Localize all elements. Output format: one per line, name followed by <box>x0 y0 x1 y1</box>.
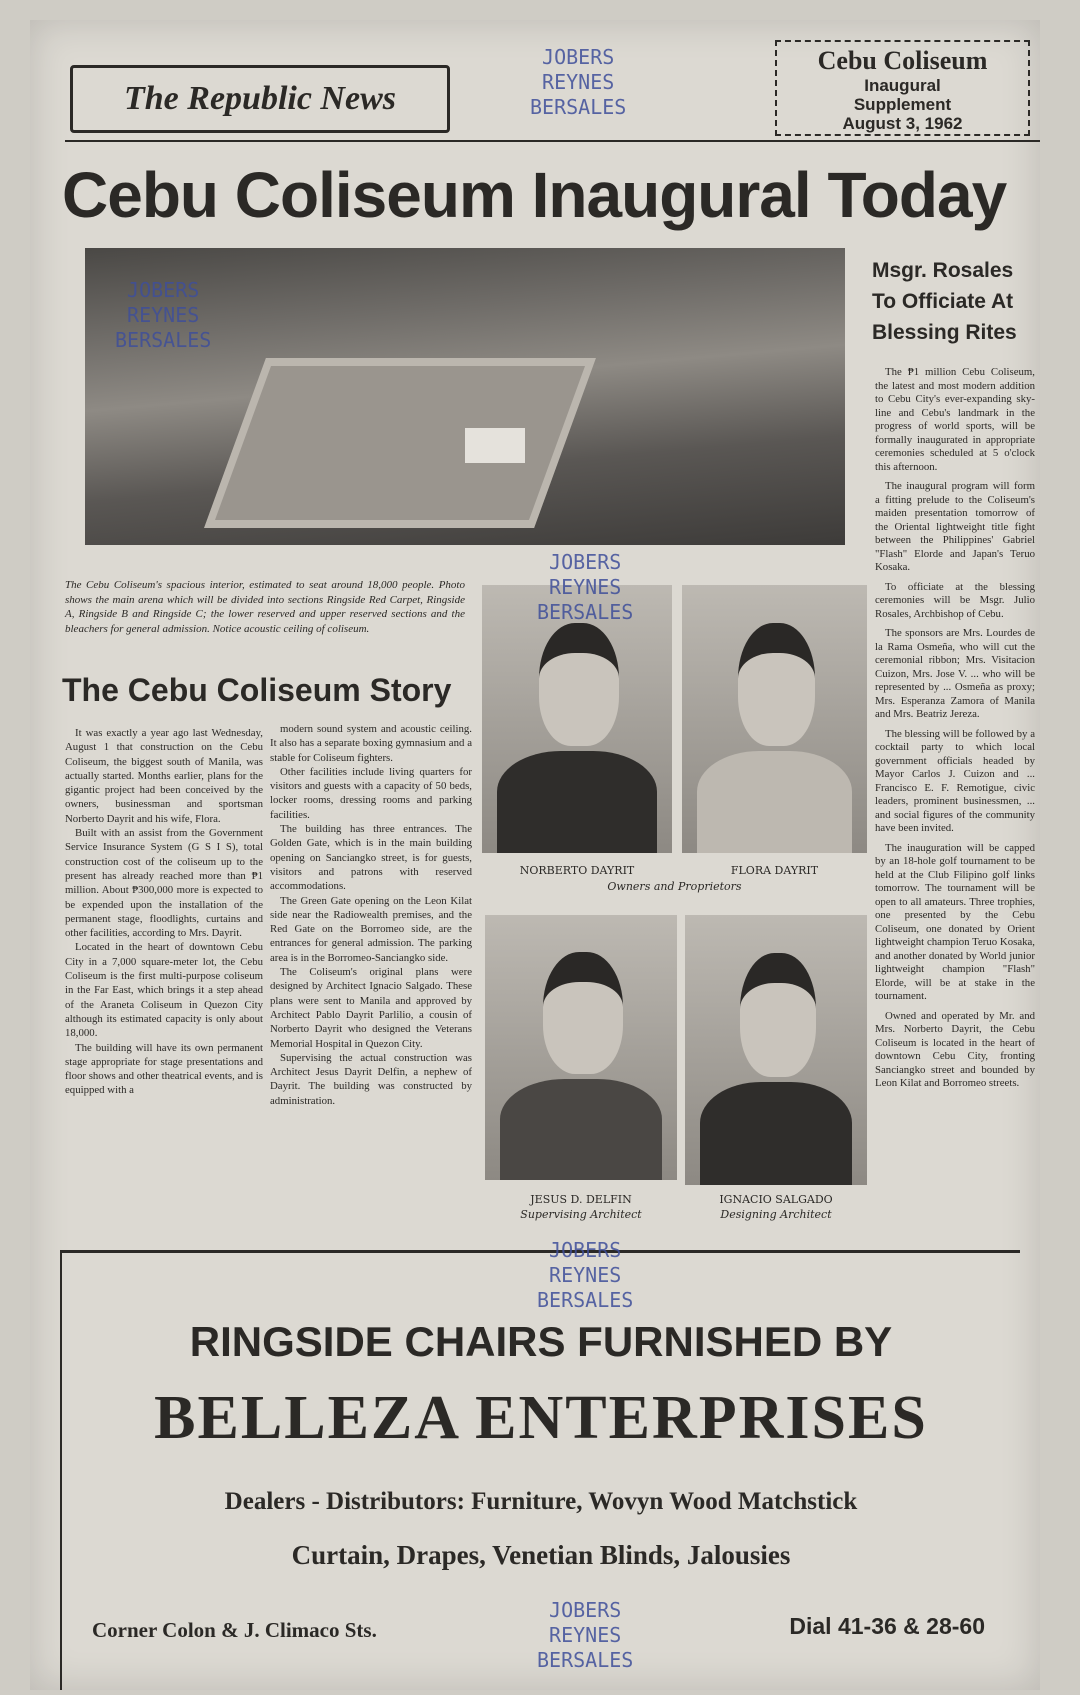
headline-line: Msgr. Rosales <box>872 259 1014 282</box>
ad-products-2: Curtain, Drapes, Venetian Blinds, Jalousies <box>291 1540 791 1570</box>
paragraph: The inaugural program will form a fitting prelude to the Coliseum's maiden presentation tomorrow of the Oriental lightweight title fight between the Philippines' Gabriel "Flash" Elorde and Japan's Teruo Kosaka. <box>875 480 1035 573</box>
portrait-name: IGNACIO SALGADO <box>719 1193 833 1206</box>
supplement-date: August 3, 1962 <box>842 114 963 133</box>
portrait-flora-dayrit <box>682 585 867 853</box>
portrait-caption <box>682 863 867 878</box>
watermark-line: JOBERS <box>549 1238 622 1262</box>
watermark-line: BERSALES <box>537 1288 634 1312</box>
paragraph: The inauguration will be capped by an 18-hole golf tournament to be held at the Club Filipino golf links tomorrow. The tournament will be open to all amateurs. Three trophies, one presented by the Cebu Coliseum, one donated by Orient lightweight champion Teruo Kosaka, and another donated by World junior lightweight champion "Flash" Elorde, will be at stake in the tournament. <box>875 841 1035 1002</box>
watermark-line: REYNES <box>542 70 615 94</box>
watermark <box>537 1238 633 1313</box>
story-column-2 <box>270 722 472 1108</box>
portrait-jesus-delfin <box>485 915 677 1180</box>
paragraph: Built with an assist from the Government Service Insurance System (G S I S), total construction cost of the coliseum up to the present has already reached more than ₱1 million. About ₱300,000 more is expected to be expended upon the installation of the permanent stage, floodlights, curtains and other facilities, according to Mrs. Dayrit. <box>65 827 263 940</box>
watermark-line: BERSALES <box>537 1648 634 1672</box>
watermark <box>530 45 626 120</box>
paragraph: modern sound system and acoustic ceiling. It also has a separate boxing gymnasium and a stable for Coliseum fighters. <box>270 723 472 764</box>
watermark-line: REYNES <box>549 575 622 599</box>
paragraph: The building will have its own permanent stage appropriate for stage presentations and floor shows and other theatrical events, and is equipped with a <box>65 1041 263 1097</box>
story-title: The Cebu Coliseum Story <box>62 672 452 708</box>
ad-heading: RINGSIDE CHAIRS FURNISHED BY <box>189 1318 893 1365</box>
portrait-role: Supervising Architect <box>520 1208 642 1221</box>
portrait-ignacio-salgado <box>685 915 867 1185</box>
paragraph: The building has three entrances. The Golden Gate, which is in the main building opening on Sanciangko street, is for guests, visitors and patrons with reserved accommodations. <box>270 823 472 893</box>
watermark-line: REYNES <box>549 1623 622 1647</box>
watermark-line: REYNES <box>549 1263 622 1287</box>
arena-floor <box>204 358 596 528</box>
paragraph: The blessing will be followed by a cocktail party to which local government officials headed by Mayor Carlos J. Cuizon and ... Francisco E. F. Remotigue, civic leaders, prominent businessmen, ... and social figures of the community have been invited. <box>875 727 1035 834</box>
story-column-1 <box>65 726 263 1098</box>
watermark-line: BERSALES <box>115 328 212 352</box>
paragraph: The ₱1 million Cebu Coliseum, the latest and most modern addition to Cebu City's ever-expanding sky-line and Cebu's landmark in the progress of world sports, will be formally inaugurated in appropriate ceremonies scheduled at 5 o'clock this afternoon. <box>875 366 1035 473</box>
watermark <box>537 1598 633 1673</box>
paragraph: The sponsors are Mrs. Lourdes de la Rama Osmeña, who will cut the ceremonial ribbon; Mrs. Visitacion Cuizon, Mrs. Jose V. ... who will be represented by ... Osmeña as proxy; Mrs. Esperanza Zamora of Manila and Mrs. Beatriz Jereza. <box>875 627 1035 720</box>
portrait-caption <box>685 1192 867 1222</box>
side-headline <box>872 255 1042 348</box>
paragraph: The Green Gate opening on the Leon Kilat side near the Radiowealth premises, and the Red Gate on the Borromeo side, are the entrances for general admission. The parking area is in the Borromeo-Sanciangko side. <box>270 894 472 964</box>
headline: Cebu Coliseum Inaugural Today <box>62 159 1007 231</box>
watermark <box>115 278 211 353</box>
headline-line: To Officiate At <box>872 290 1014 313</box>
supplement-line: Supplement <box>853 95 952 114</box>
portrait-norberto-dayrit <box>482 550 672 853</box>
portrait-caption <box>485 1192 677 1222</box>
ad-address: Corner Colon & J. Climaco Sts. <box>92 1618 377 1642</box>
paragraph: Supervising the actual construction was Architect Jesus Dayrit Delfin, a nephew of Dayrit. The building was constructed by administration. <box>270 1051 472 1107</box>
portrait-name: NORBERTO DAYRIT <box>519 864 635 877</box>
masthead: The Republic News <box>70 65 450 133</box>
boxing-ring <box>465 428 525 463</box>
supplement-box <box>775 40 1030 136</box>
paragraph: To officiate at the blessing ceremonies will be Msgr. Julio Rosales, Archbishop of Cebu. <box>875 580 1035 620</box>
ad-company: BELLEZA ENTERPRISES <box>154 1384 928 1452</box>
paragraph: The Coliseum's original plans were designed by Architect Ignacio Salgado. These plans were sent to Manila and approved by Architect Pablo Dayrit Parlilio, a cousin of Norberto Dayrit who designed the Veterans Memorial Hospital in Quezon City. <box>270 966 472 1050</box>
paragraph: Located in the heart of downtown Cebu City in a 7,000 square-meter lot, the Cebu Coliseum is the first multi-purpose coliseum in the Far East, which brings it a step ahead of the Araneta Coliseum in Quezon City although its estimated capacity is only about 18,000. <box>65 941 263 1040</box>
photo-caption: The Cebu Coliseum's spacious interior, estimated to seat around 18,000 people. Photo shows the main arena which will be divided into sections Ringside Red Carpet, Ringside A, Ringside B and Ringside C; the lower reserved and upper reserved sections and the bleachers for general admission. Notice acoustic ceiling of coliseum. <box>65 579 465 635</box>
portrait-caption <box>482 863 672 878</box>
side-article <box>875 366 1035 1097</box>
watermark-line: JOBERS <box>542 45 615 69</box>
owners-caption <box>482 879 867 894</box>
watermark-line: JOBERS <box>127 278 200 302</box>
paragraph: Owned and operated by Mr. and Mrs. Norberto Dayrit, the Cebu Coliseum is located in the heart of downtown Cebu City, fronting Sanciangko street and bounded by Leon Kilat and Borromeo streets. <box>875 1009 1035 1089</box>
paragraph: Other facilities include living quarters for visitors and guests with a capacity of 50 beds, locker rooms, dressing rooms and parking facilities. <box>270 765 472 821</box>
paragraph: It was exactly a year ago last Wednesday, August 1 that construction on the Cebu Coliseum, the biggest south of Manila, was actually started. Months earlier, plans for the gigantic project had been conceived by the owners, businessman and sportsman Norberto Dayrit and his wife, Flora. <box>65 727 263 825</box>
caption-text: Owners and Proprietors <box>607 880 742 893</box>
supplement-title: Cebu Coliseum <box>817 46 988 75</box>
portrait-name: JESUS D. DELFIN <box>530 1193 632 1206</box>
watermark-line: REYNES <box>127 303 200 327</box>
watermark-line: JOBERS <box>549 1598 622 1622</box>
headline-line: Blessing Rites <box>872 321 1017 344</box>
ad-phone: Dial 41-36 & 28-60 <box>789 1613 985 1639</box>
watermark <box>537 550 633 625</box>
advertisement <box>60 1238 1020 1690</box>
portrait-role: Designing Architect <box>720 1208 832 1221</box>
ad-products: Dealers - Distributors: Furniture, Wovyn Wood Matchstick <box>224 1488 858 1515</box>
coliseum-interior-photo <box>85 248 845 545</box>
watermark-line: BERSALES <box>537 600 634 624</box>
watermark-line: BERSALES <box>530 95 627 119</box>
portrait-name: FLORA DAYRIT <box>730 864 819 877</box>
watermark-line: JOBERS <box>549 550 622 574</box>
supplement-line: Inaugural <box>864 76 941 95</box>
